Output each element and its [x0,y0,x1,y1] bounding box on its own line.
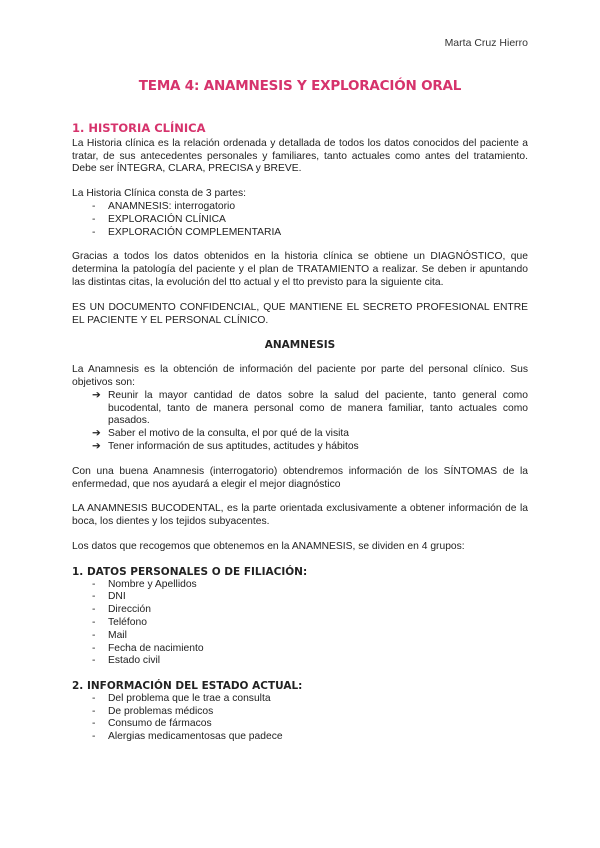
arrow-right-icon: ➔ [92,440,101,452]
list-item [72,428,528,441]
list-item: - DNI [72,591,528,604]
objectives-list [72,390,528,454]
list-item: - Dirección [72,604,528,617]
list-item: - Teléfono [72,617,528,630]
arrow-right-icon: ➔ [92,428,101,440]
section-heading-anamnesis: ANAMNESIS [264,339,336,352]
estado-actual-list [72,693,528,744]
paragraph-sintomas: Con una buena Anamnesis (interrogatorio) obtendremos información de los SÍNTOMAS de la enfermedad, que nos ayudará a elegir el mejor diagnóstico [72,465,528,490]
list-item: - EXPLORACIÓN COMPLEMENTARIA [72,227,528,240]
objective-text: Reunir la mayor cantidad de datos sobre la salud del paciente, tanto general como bucodental, tanto de manera personal como de manera familiar, tanto actuales como pasados. [108,389,528,427]
datos-personales-list [72,579,528,669]
paragraph-historia-definition: La Historia clínica es la relación ordenada y detallada de todos los datos conocidos del paciente a tratar, de sus antecedentes personales y familiares, tanto actuales como antes del tratamiento. Debe ser ÍNTEGRA, CLARA, PRECISA y BREVE. [72,137,528,175]
paragraph-partes-intro: La Historia Clínica consta de 3 partes: [72,188,246,200]
group-heading-datos-personales: 1. DATOS PERSONALES O DE FILIACIÓN: [72,565,308,578]
paragraph-anamnesis-definition: La Anamnesis es la obtención de información del paciente por parte del personal clínico. Sus objetivos son: [72,364,528,388]
paragraph-bucodental: LA ANAMNESIS BUCODENTAL, es la parte orientada exclusivamente a obtener información de la boca, los dientes y los tejidos subyacentes. [72,503,528,528]
list-item: - EXPLORACIÓN CLÍNICA [72,214,528,227]
list-item [72,390,528,428]
group-heading-estado-actual: 2. INFORMACIÓN DEL ESTADO ACTUAL: [72,680,303,693]
list-item: - ANAMNESIS: interrogatorio [72,201,528,214]
list-item: - Consumo de fármacos [72,718,528,731]
document-title: TEMA 4: ANAMNESIS Y EXPLORACIÓN ORAL [138,78,462,94]
list-item: - Nombre y Apellidos [72,579,528,592]
list-item: - Alergias medicamentosas que padece [72,731,528,744]
list-item: - De problemas médicos [72,706,528,719]
objective-text: Saber el motivo de la consulta, el por qué de la visita [108,428,349,440]
list-item [72,441,528,454]
paragraph-confidencial: ES UN DOCUMENTO CONFIDENCIAL, QUE MANTIENE EL SECRETO PROFESIONAL ENTRE EL PACIENTE Y EL PERSONAL CLÍNICO. [72,301,528,326]
arrow-right-icon: ➔ [92,389,101,401]
author-name: Marta Cruz Hierro [444,37,528,49]
paragraph-diagnostico: Gracias a todos los datos obtenidos en la historia clínica se obtiene un DIAGNÓSTICO, que determina la patología del paciente y el plan de TRATAMIENTO a realizar. Se deben ir apuntando las distintas citas, la evolución del tto actual y el tto previsto para la siguiente cita. [72,251,528,288]
list-item: - Mail [72,630,528,643]
parts-list [72,201,528,239]
document-body [72,122,528,744]
list-item: - Fecha de nacimiento [72,643,528,656]
paragraph-grupos: Los datos que recogemos que obtenemos en la ANAMNESIS, se dividen en 4 grupos: [72,540,465,552]
list-item: - Del problema que le trae a consulta [72,693,528,706]
objective-text: Tener información de sus aptitudes, actitudes y hábitos [108,440,359,452]
list-item: - Estado civil [72,655,528,668]
section-heading-historia-clinica: 1. HISTORIA CLÍNICA [72,121,206,135]
